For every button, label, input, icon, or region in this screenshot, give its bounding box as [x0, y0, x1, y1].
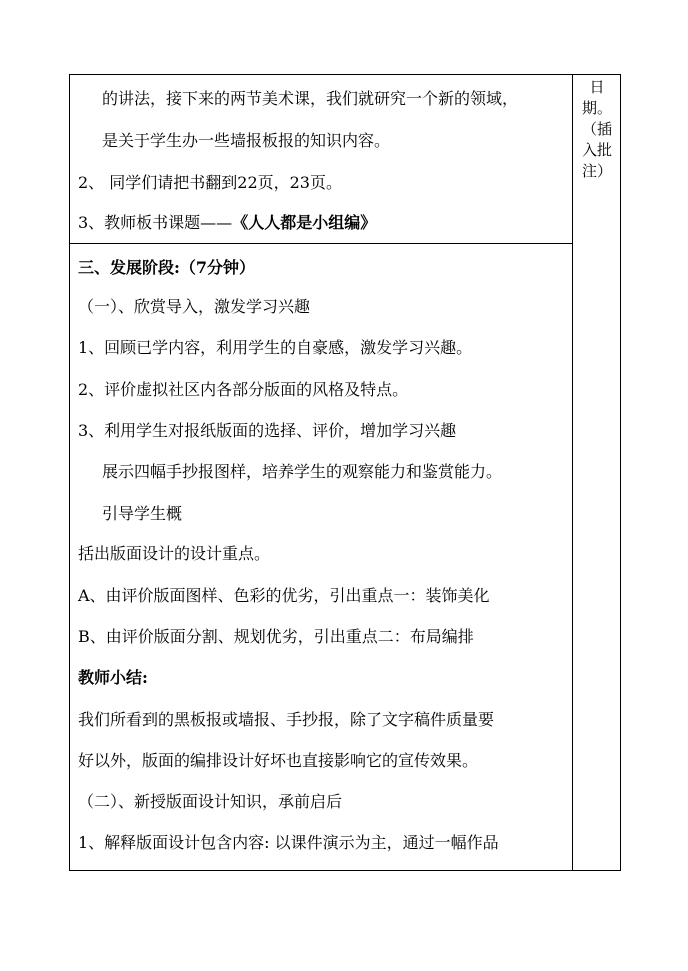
- text-line: 2、评价虚拟社区内各部分版面的风格及特点。: [78, 380, 409, 399]
- text-line: 1、回顾已学内容，利用学生的自豪感，激发学习兴趣。: [78, 338, 473, 357]
- summary-heading: 教师小结:: [78, 668, 148, 687]
- text-span: 3、教师板书课题——: [78, 213, 233, 232]
- lesson-plan-table: [69, 74, 621, 871]
- text-line: 3、利用学生对报纸版面的选择、评价，增加学习兴趣: [78, 421, 457, 440]
- side-note: 日期。（插入批注）: [581, 78, 612, 180]
- content-cell-main: [70, 244, 573, 871]
- text-line: （一）、欣赏导入，激发学习兴趣: [78, 297, 311, 316]
- text-line: 引导学生概: [102, 504, 183, 523]
- side-note-cell: [573, 75, 621, 871]
- text-line: 括出版面设计的设计重点。: [78, 544, 271, 563]
- text-line: 1、解释版面设计包含内容: 以课件演示为主，通过一幅作品: [78, 833, 499, 852]
- content-cell-top: [70, 75, 573, 244]
- text-line: [78, 213, 376, 233]
- text-line: 的讲法，接下来的两节美术课，我们就研究一个新的领域，: [102, 89, 519, 108]
- text-line: 2、 同学们请把书翻到22页，23页。: [78, 173, 342, 192]
- text-line: （二）、新授版面设计知识，承前启后: [78, 792, 343, 811]
- section-heading: 三、发展阶段:（7分钟）: [78, 258, 256, 277]
- text-line: 我们所看到的黑板报或墙报、手抄报，除了文字稿件质量要: [78, 710, 495, 729]
- text-line: A、由评价版面图样、色彩的优劣，引出重点一：装饰美化: [78, 586, 490, 605]
- text-line: 是关于学生办一些墙报板报的知识内容。: [102, 131, 391, 150]
- text-line: 展示四幅手抄报图样，培养学生的观察能力和鉴赏能力。: [102, 462, 503, 481]
- text-line: B、由评价版面分割、规划优劣，引出重点二：布局编排: [78, 627, 474, 646]
- text-line: 好以外，版面的编排设计好坏也直接影响它的宣传效果。: [78, 751, 479, 770]
- lesson-title: 《人人都是小组编》: [232, 213, 377, 232]
